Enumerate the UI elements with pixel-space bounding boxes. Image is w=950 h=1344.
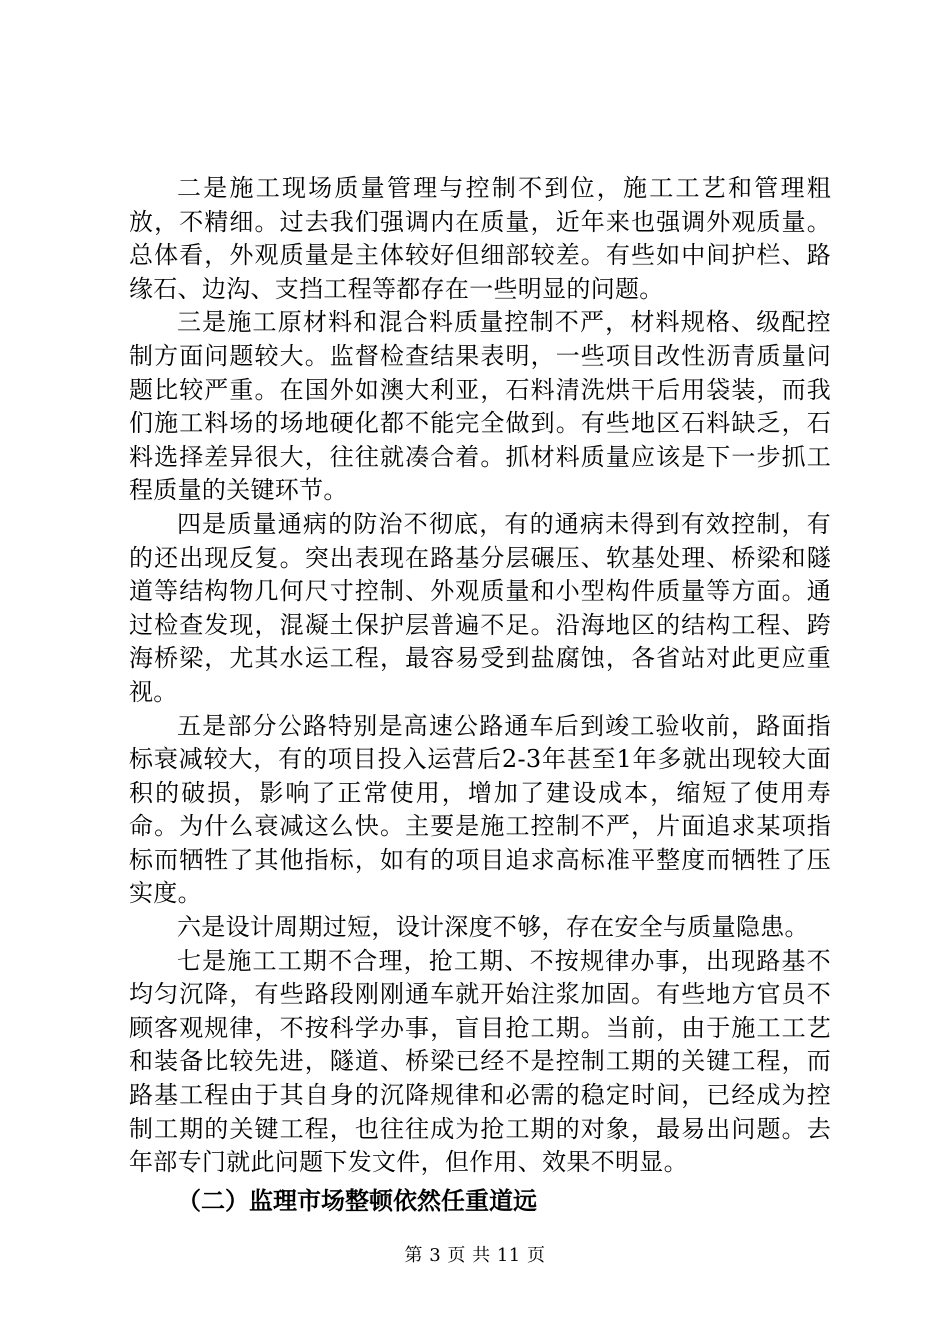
paragraph-point-three: 三是施工原材料和混合料质量控制不严，材料规格、级配控制方面问题较大。监督检查结果表明，一些项目改性沥青质量问题比较严重。在国外如澳大利亚，石料清洗烘干后用袋装，而我们施工料场的场地硬化都不能完全做到。有些地区石料缺乏，石料选择差异很大，往往就凑合着。抓材料质量应该是下一步抓工程质量的关键环节。 <box>129 308 831 505</box>
paragraph-point-four: 四是质量通病的防治不彻底，有的通病未得到有效控制，有的还出现反复。突出表现在路基分层碾压、软基处理、桥梁和隧道等结构物几何尺寸控制、外观质量和小型构件质量等方面。通过检查发现，混凝土保护层普遍不足。沿海地区的结构工程、跨海桥梁，尤其水运工程，最容易受到盐腐蚀，各省站对此更应重视。 <box>129 509 831 706</box>
document-body <box>129 172 831 1218</box>
section-heading: （二）监理市场整顿依然任重道远 <box>177 1186 537 1215</box>
page-number-footer: 第 3 页 共 11 页 <box>404 1245 546 1266</box>
paragraph-point-six: 六是设计周期过短，设计深度不够，存在安全与质量隐患。 <box>177 913 809 942</box>
paragraph-point-two: 二是施工现场质量管理与控制不到位，施工工艺和管理粗放，不精细。过去我们强调内在质量，近年来也强调外观质量。总体看，外观质量是主体较好但细部较差。有些如中间护栏、路缘石、边沟、支挡工程等都存在一些明显的问题。 <box>129 174 831 303</box>
paragraph-point-seven: 七是施工工期不合理，抢工期、不按规律办事，出现路基不均匀沉降，有些路段刚刚通车就开始注浆加固。有些地方官员不顾客观规律，不按科学办事，盲目抢工期。当前，由于施工工艺和装备比较先进，隧道、桥梁已经不是控制工期的关键工程，而路基工程由于其自身的沉降规律和必需的稳定时间，已经成为控制工期的关键工程，也往往成为抢工期的对象，最易出问题。去年部专门就此问题下发文件，但作用、效果不明显。 <box>129 946 831 1177</box>
paragraph-point-five: 五是部分公路特别是高速公路通车后到竣工验收前，路面指标衰减较大，有的项目投入运营后2-3年甚至1年多就出现较大面积的破损，影响了正常使用，增加了建设成本，缩短了使用寿命。为什么衰减这么快。主要是施工控制不严，片面追求某项指标而牺牲了其他指标，如有的项目追求高标准平整度而牺牲了压实度。 <box>129 711 831 908</box>
